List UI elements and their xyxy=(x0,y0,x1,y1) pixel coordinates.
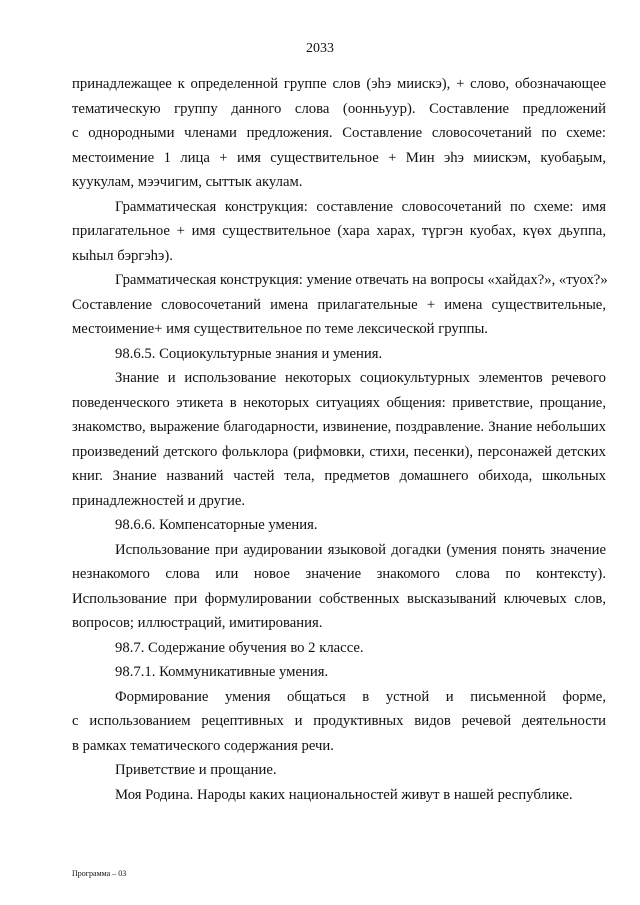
page-number: 2033 xyxy=(306,41,334,56)
text-line: Использование при формулировании собственных высказываний ключевых слов, xyxy=(72,590,606,607)
text-line: Моя Родина. Народы каких национальностей живут в нашей республике. xyxy=(115,786,573,803)
text-line: произведений детского фольклора (рифмовки, стихи, песенки), персонажей детских xyxy=(72,443,606,460)
text-line: незнакомого слова или новое значение знакомого слова по контексту). xyxy=(72,566,606,582)
text-line: Приветствие и прощание. xyxy=(115,762,277,778)
text-line: принадлежащее к определенной группе слов (эһэ миискэ), + слово, обозначающее xyxy=(72,76,606,92)
text-line: куукулам, мээчигим, сыттык акулам. xyxy=(72,174,303,190)
text-line: Составление словосочетаний имена прилагательные + имена существительные, xyxy=(72,296,606,313)
text-line: знакомство, выражение благодарности, извинение, поздравление. Знание небольших xyxy=(72,419,606,435)
text-line: Грамматическая конструкция: составление словосочетаний по схеме: имя xyxy=(115,198,606,215)
text-line: книг. Знание названий частей тела, предметов домашнего обихода, школьных xyxy=(72,468,606,484)
section-heading: 98.6.6. Компенсаторные умения. xyxy=(115,517,318,533)
text-line: кыһыл бэргэһэ). xyxy=(72,247,173,264)
footer-program-mark: Программа – 03 xyxy=(72,869,127,878)
text-line: местоимение+ имя существительное по теме лексической группы. xyxy=(72,321,488,337)
text-line: в рамках тематического содержания речи. xyxy=(72,737,334,754)
text-line: Использование при аудировании языковой догадки (умения понять значение xyxy=(115,541,606,558)
text-line: местоимение 1 лица + имя существительное + Мин эһэ миискэм, куобаҕым, xyxy=(72,149,606,166)
text-line: Формирование умения общаться в устной и письменной форме, xyxy=(115,688,606,705)
text-line: тематическую группу данного слова (оонньуур). Составление предложений xyxy=(72,100,606,117)
text-line: прилагательное + имя существительное (хара харах, түргэн куобах, күөх дьуппа, xyxy=(72,223,606,239)
text-line: с однородными членами предложения. Составление словосочетаний по схеме: xyxy=(72,125,606,141)
text-line: с использованием рецептивных и продуктивных видов речевой деятельности xyxy=(72,713,606,729)
text-line: Знание и использование некоторых социокультурных элементов речевого xyxy=(115,370,606,386)
text-line: вопросов; иллюстраций, имитирования. xyxy=(72,615,323,631)
body-text xyxy=(72,72,606,807)
section-heading: 98.7.1. Коммуникативные умения. xyxy=(115,664,329,680)
text-line: поведенческого этикета в некоторых ситуациях общения: приветствие, прощание, xyxy=(72,394,606,411)
text-line: Грамматическая конструкция: умение отвечать на вопросы «хайдах?», «туох?» xyxy=(115,272,608,288)
section-heading: 98.7. Содержание обучения во 2 классе. xyxy=(115,639,364,656)
text-line: принадлежностей и другие. xyxy=(72,492,246,509)
section-heading: 98.6.5. Социокультурные знания и умения. xyxy=(115,345,383,362)
